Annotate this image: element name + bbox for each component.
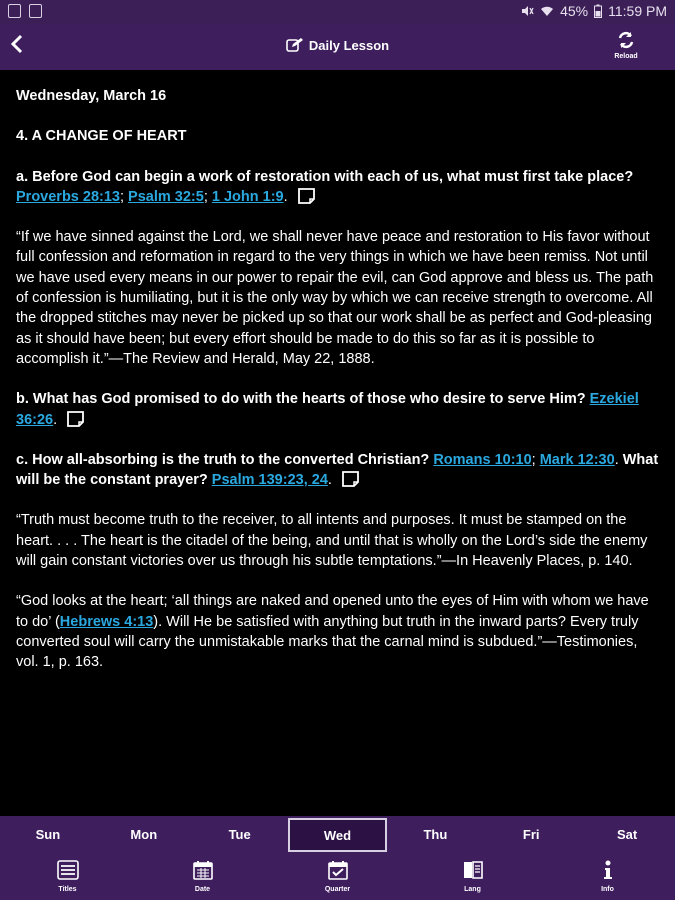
calendar-icon [193, 860, 213, 880]
day-tab-wed[interactable]: Wed [288, 818, 388, 852]
nav-titles[interactable] [0, 854, 135, 900]
gallery-notification-icon [8, 4, 21, 18]
nav-quarter[interactable] [270, 854, 405, 900]
page-title-text: Daily Lesson [308, 38, 390, 53]
quote-3 [16, 591, 661, 672]
question-b-text: b. What has God promised to do with the hearts of those who desire to serve Him? [16, 391, 586, 408]
nav-lang[interactable] [405, 854, 540, 900]
reload-button[interactable] [611, 30, 641, 60]
nav-lang-label: Lang [464, 886, 481, 893]
nav-info-label: Info [601, 886, 614, 893]
nav-date[interactable] [135, 854, 270, 900]
day-tab-mon[interactable]: Mon [130, 827, 158, 842]
clock: 11:59 PM [608, 3, 667, 19]
question-b: b. What has God promised to do with the hearts of those who desire to serve Him? Ezekiel 36:26. [16, 391, 639, 428]
nav-quarter-label: Quarter [324, 886, 351, 893]
quote-3-post: ). Will He be satisfied with anything but truth in the inward parts? Every truly converted soul will carry the unmistakable marks that the carnal mind is subdued.”—Testimonies, vol. 1, p. 163. [16, 613, 639, 671]
quote-3-pre: “God looks at the heart; ‘all things are naked and opened unto the eyes of Him with whom we have to do’ ( [16, 593, 649, 630]
question-c2-text: What will be the constant prayer? [16, 451, 659, 489]
lesson-date: Wednesday, March 16 [16, 88, 167, 104]
calendar-check-icon [328, 860, 348, 880]
ref-link[interactable]: 1 John 1:9 [211, 188, 284, 205]
status-indicators [520, 3, 667, 19]
question-a: a. Before God can begin a work of restoration with each of us, what must first take place? Proverbs 28:13; Psalm 32:5; 1 John 1:9. [16, 168, 634, 205]
mute-icon [520, 4, 534, 18]
nav-date-label: Date [194, 886, 211, 893]
reload-label: Reload [614, 53, 638, 60]
ref-link[interactable]: Psalm 32:5 [128, 188, 204, 205]
language-book-icon [462, 860, 484, 880]
reload-icon [616, 30, 636, 50]
day-tab-tue[interactable]: Tue [228, 827, 251, 842]
ref-link[interactable]: Psalm 139:23, 24 [211, 472, 328, 489]
ref-link[interactable]: Hebrews 4:13 [59, 613, 154, 630]
page-title [0, 38, 675, 56]
list-icon [57, 860, 79, 880]
lesson-heading: 4. A CHANGE OF HEART [16, 128, 187, 145]
app-notification-icon [29, 4, 42, 18]
app-bar [0, 24, 675, 70]
status-bar [0, 0, 675, 24]
lesson-content [16, 86, 661, 693]
info-icon [603, 860, 613, 880]
note-icon[interactable] [342, 471, 359, 487]
battery-icon [594, 4, 602, 18]
question-c: c. How all-absorbing is the truth to the converted Christian? Romans 10:10; Mark 12:30. What will be the constant prayer? Psalm 139:23, 24. [16, 451, 659, 489]
edit-icon [286, 38, 303, 53]
ref-link[interactable]: Romans 10:10 [433, 451, 532, 468]
question-a-text: a. Before God can begin a work of restoration with each of us, what must first take place? [16, 168, 634, 185]
wifi-icon [540, 4, 554, 18]
day-tab-thu[interactable]: Thu [423, 827, 448, 842]
quote-2: “Truth must become truth to the receiver, to all intents and purposes. It must be stamped on the heart. . . . The heart is the citadel of the being, and until that is wholly on the Lord’s side the enemy will gain constant victories over us through his subtle temptations.”—In Heavenly Places, p. 140. [16, 512, 648, 570]
day-tab-sat[interactable]: Sat [616, 827, 638, 842]
nav-info[interactable] [540, 854, 675, 900]
day-tab-sun[interactable]: Sun [35, 827, 61, 842]
quote-1: “If we have sinned against the Lord, we shall never have peace and restoration to His favor without full confession and reformation in regard to the very things in which we have been remiss. Not until we have used every means in our power to repair the evil, can God approve and bless us. The path of confession is humiliating, but it is the only way by which we can receive strength to overcome. All the dropped stitches may never be picked up so that our work shall be as perfect and God-pleasing as it should have been; but every effort should be made to do this so far as it is possible to accomplish it.”—The Review and Herald, May 22, 1888. [16, 229, 654, 367]
nav-titles-label: Titles [58, 886, 77, 893]
note-icon[interactable] [298, 188, 315, 204]
ref-link[interactable]: Mark 12:30 [539, 451, 615, 468]
ref-link[interactable]: Ezekiel 36:26 [16, 391, 639, 428]
day-tab-fri[interactable]: Fri [522, 827, 540, 842]
notification-icons [8, 4, 42, 18]
ref-link[interactable]: Proverbs 28:13 [16, 188, 120, 205]
bottom-nav [0, 854, 675, 900]
note-icon[interactable] [67, 411, 84, 427]
question-c-text: c. How all-absorbing is the truth to the converted Christian? [16, 451, 430, 468]
day-selector [0, 816, 675, 854]
battery-percent: 45% [560, 3, 589, 19]
